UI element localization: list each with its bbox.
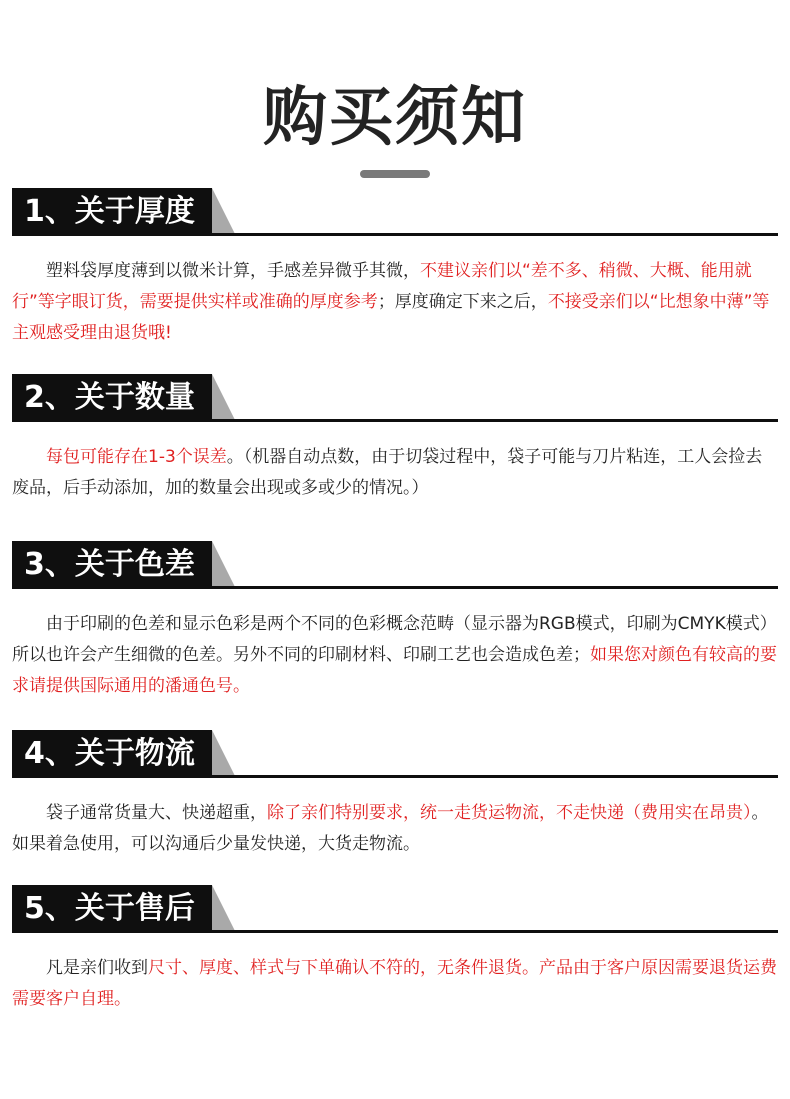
highlight-text: 除了亲们特别要求，统一走货运物流，不走快递（费用实在昂贵） (267, 803, 752, 823)
header-rule (12, 775, 778, 778)
section-body (12, 442, 778, 504)
title-underline (360, 170, 430, 178)
section-logistics (12, 730, 778, 860)
section-heading: 1、关于厚度 (12, 188, 212, 236)
header-slant-decoration (212, 885, 236, 933)
section-after-sales (12, 885, 778, 1015)
body-text: ；厚度确定下来之后， (377, 292, 548, 312)
section-heading: 2、关于数量 (12, 374, 212, 422)
highlight-text: 如果您对颜色有较高的要求请提供国际通用的潘通色号。 (12, 645, 777, 696)
body-text: 凡是亲们收到 (46, 958, 148, 978)
header-rule (12, 586, 778, 589)
body-text: 塑料袋厚度薄到以微米计算，手感差异微乎其微， (46, 261, 420, 281)
section-body (12, 256, 778, 349)
section-header (12, 188, 778, 236)
section-body (12, 953, 778, 1015)
section-color-difference (12, 541, 778, 702)
section-body (12, 609, 778, 702)
section-heading: 5、关于售后 (12, 885, 212, 933)
header-slant-decoration (212, 374, 236, 422)
section-thickness (12, 188, 778, 349)
header-slant-decoration (212, 730, 236, 778)
section-header (12, 730, 778, 778)
section-header (12, 885, 778, 933)
page-title: 购买须知 (263, 81, 527, 155)
highlight-text: 不建议亲们以“差不多、稍微、大概、能用就行”等字眼订货，需要提供实样或准确的厚度参考 (12, 261, 752, 312)
header-slant-decoration (212, 541, 236, 589)
section-heading: 4、关于物流 (12, 730, 212, 778)
header-rule (12, 419, 778, 422)
section-heading: 3、关于色差 (12, 541, 212, 589)
section-header (12, 374, 778, 422)
section-header (12, 541, 778, 589)
highlight-text: 尺寸、厚度、样式与下单确认不符的，无条件退货。产品由于客户原因需要退货运费需要客户自理。 (12, 958, 777, 1009)
body-text: 。如果着急使用，可以沟通后少量发快递，大货走物流。 (12, 803, 769, 854)
body-text: 由于印刷的色差和显示色彩是两个不同的色彩概念范畴（显示器为RGB模式，印刷为CMYK模式）所以也许会产生细微的色差。另外不同的印刷材料、印刷工艺也会造成色差； (12, 614, 777, 665)
section-body (12, 798, 778, 860)
section-quantity (12, 374, 778, 504)
header-rule (12, 233, 778, 236)
body-text: 袋子通常货量大、快递超重， (46, 803, 267, 823)
highlight-text: 不接受亲们以“比想象中薄”等主观感受理由退货哦! (12, 292, 770, 343)
highlight-text: 每包可能存在1-3个误差 (46, 447, 227, 467)
body-text: 。（机器自动点数，由于切袋过程中，袋子可能与刀片粘连，工人会捡去废品，后手动添加，加的数量会出现或多或少的情况。） (12, 447, 763, 498)
header-slant-decoration (212, 188, 236, 236)
header-rule (12, 930, 778, 933)
